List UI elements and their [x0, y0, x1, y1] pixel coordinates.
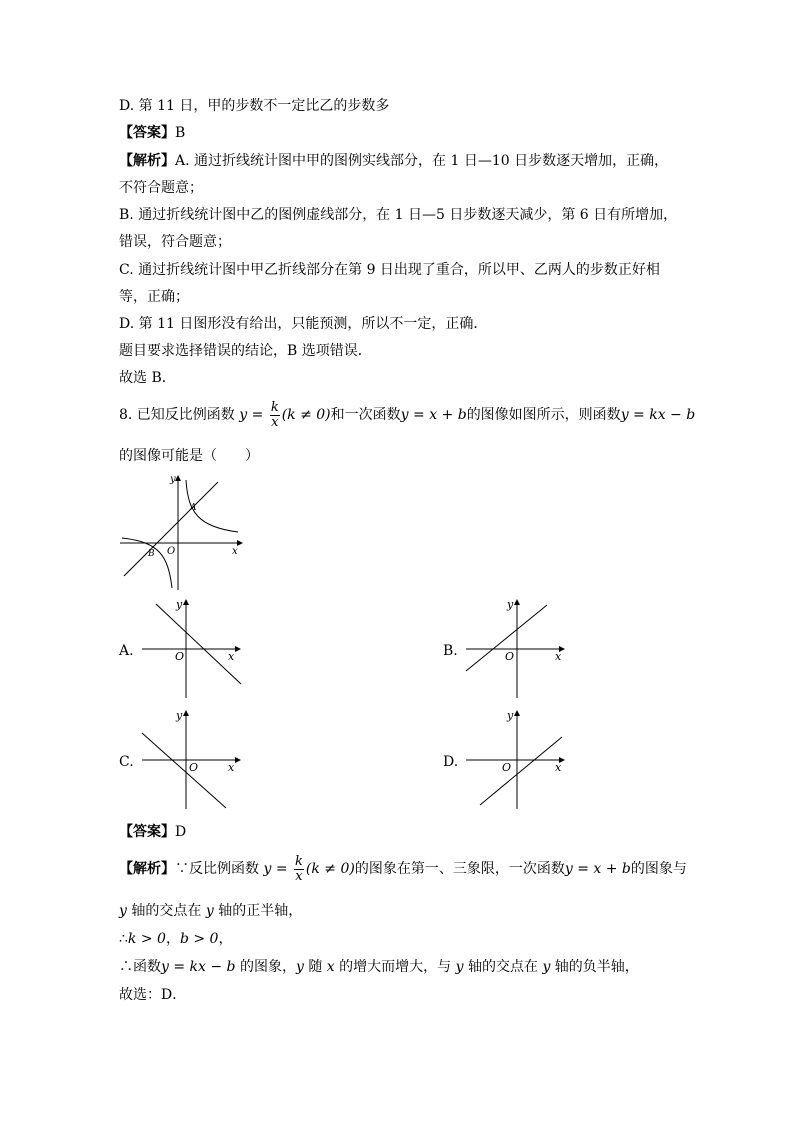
- option-b-figure: [464, 598, 568, 700]
- option-c-line: [142, 733, 226, 808]
- analysis2-l2-text-2: 轴的正半轴，: [213, 903, 303, 919]
- option-b-label: B.: [443, 643, 458, 659]
- analysis2-y-eq: y =: [263, 861, 288, 877]
- answer-tag: 【答案】: [119, 125, 175, 141]
- analysis2-l4-text-4: 轴的交点在: [463, 959, 543, 975]
- main-hyperbola-lower: [122, 538, 172, 588]
- analysis2-l4-text-1: 的图象，: [235, 959, 296, 975]
- analysis-line-1: [119, 152, 668, 170]
- analysis2-l3-b: b > 0: [179, 931, 219, 947]
- option-b-y-label: y: [507, 598, 514, 611]
- option-d-origin-label: O: [502, 761, 512, 774]
- analysis-tag: 【解析】: [119, 153, 175, 169]
- fraction-numerator: k: [270, 399, 279, 415]
- question-mid: 和一次函数: [330, 407, 401, 423]
- analysis-line-8: 题目要求选择错误的结论，B 选项错误．: [119, 343, 372, 359]
- analysis2-l4-text-3: 的增大而增大，与: [334, 959, 456, 975]
- analysis2-l4-y3: y: [542, 959, 551, 975]
- analysis2-l4-text-5: 轴的负半轴，: [550, 959, 639, 975]
- answer-line: [119, 124, 185, 142]
- main-linear-line: [124, 482, 218, 576]
- answer-value: B: [175, 125, 186, 141]
- analysis2-because: ∵反比例函数: [175, 861, 259, 877]
- main-origin-label: O: [167, 546, 176, 557]
- analysis2-line-3: [119, 930, 232, 948]
- fraction-denominator: x: [271, 414, 279, 430]
- analysis2-text-1: 的图象在第一、三象限，一次函数: [354, 861, 565, 877]
- analysis-line-6: 等，正确；: [119, 289, 189, 305]
- analysis2-l4-text-2: 随: [303, 959, 327, 975]
- analysis2-tag: 【解析】: [119, 861, 175, 877]
- analysis2-line-4: [119, 958, 639, 976]
- main-x-label: x: [232, 546, 238, 557]
- analysis2-l4-y: y: [295, 959, 304, 975]
- option-d-label: D.: [443, 754, 459, 770]
- analysis-line-3: B. 通过折线统计图中乙的图例虚线部分，在 1 日—5 日步数逐天减少，第 6 日有所增加，: [119, 207, 678, 223]
- option-b-x-label: x: [555, 650, 562, 663]
- point-b-label: B: [148, 549, 155, 559]
- analysis2-line-1: [119, 852, 687, 886]
- option-d-text: D. 第 11 日，甲的步数不一定比乙的步数多: [119, 98, 390, 114]
- option-a-figure: [140, 598, 244, 700]
- option-c-y-label: y: [176, 709, 183, 722]
- analysis2-l3-k: k > 0: [127, 931, 166, 947]
- question-condition: (k ≠ 0): [281, 407, 331, 423]
- option-d-line: [480, 737, 562, 805]
- analysis-line-4: 错误，符合题意；: [119, 234, 231, 250]
- option-c-x-label: x: [228, 761, 235, 774]
- answer2-tag: 【答案】: [119, 824, 175, 840]
- analysis2-fraction-denominator: x: [295, 868, 303, 884]
- analysis2-line-5: 故选：D．: [119, 987, 187, 1003]
- analysis-line-7: D. 第 11 日图形没有给出，只能预测，所以不一定，正确．: [119, 316, 488, 332]
- question-linear: y = x + b: [400, 407, 467, 423]
- option-c-origin-label: O: [189, 761, 199, 774]
- option-d-x-label: x: [555, 761, 562, 774]
- analysis2-l2-text-1: 轴的交点在: [126, 903, 206, 919]
- analysis2-text-2: 的图象与: [630, 861, 687, 877]
- option-d-figure: [464, 709, 568, 811]
- analysis-text-1: A. 通过折线统计图中甲的图例实线部分，在 1 日—10 日步数逐天增加，正确，: [175, 153, 669, 169]
- option-a-x-label: x: [228, 650, 235, 663]
- question-prefix: 8. 已知反比例函数: [119, 407, 235, 423]
- analysis2-l4-func: y = kx − b: [161, 959, 236, 975]
- option-a-y-label: y: [176, 598, 183, 611]
- analysis-line-5: C. 通过折线统计图中甲乙折线部分在第 9 日出现了重合，所以甲、乙两人的步数正好相: [119, 262, 660, 278]
- option-a-line: [156, 604, 241, 684]
- analysis2-l3-therefore: ∴: [119, 931, 128, 947]
- main-figure: [118, 472, 246, 592]
- option-c-label: C.: [119, 754, 134, 770]
- answer2-line: [119, 823, 186, 841]
- question-mid2: 的图像如图所示，则函数: [466, 407, 621, 423]
- analysis2-fraction: [294, 855, 304, 884]
- question-target: y = kx − b: [620, 407, 696, 423]
- option-b-origin-label: O: [505, 650, 515, 663]
- analysis2-l4-x: x: [326, 959, 335, 975]
- option-d-y-label: y: [507, 709, 514, 722]
- analysis2-line-2: [119, 902, 302, 920]
- question-y-eq: y =: [239, 407, 264, 423]
- question-fraction: [270, 401, 280, 430]
- option-a-origin-label: O: [175, 650, 185, 663]
- answer2-value: D: [175, 824, 187, 840]
- analysis2-l2-y: y: [119, 903, 127, 919]
- analysis2-condition: (k ≠ 0): [305, 861, 355, 877]
- option-c-figure: [140, 709, 244, 811]
- analysis-line-9: 故选 B．: [119, 370, 176, 386]
- question-8-line-2: 的图像可能是（ ）: [119, 448, 259, 464]
- analysis2-l4-y2: y: [455, 959, 464, 975]
- analysis2-l2-y2: y: [205, 903, 214, 919]
- analysis2-linear: y = x + b: [564, 861, 631, 877]
- analysis2-l4-therefore: ∴函数: [119, 959, 161, 975]
- analysis2-fraction-numerator: k: [295, 853, 303, 869]
- analysis2-l3-sep: ，: [165, 931, 180, 947]
- analysis2-l3-end: ，: [218, 931, 233, 947]
- question-8-line-1: [119, 398, 695, 432]
- analysis-line-2: 不符合题意；: [119, 180, 203, 196]
- option-a-label: A.: [119, 643, 134, 659]
- point-a-label: A: [190, 503, 197, 513]
- main-y-label: y: [170, 474, 176, 485]
